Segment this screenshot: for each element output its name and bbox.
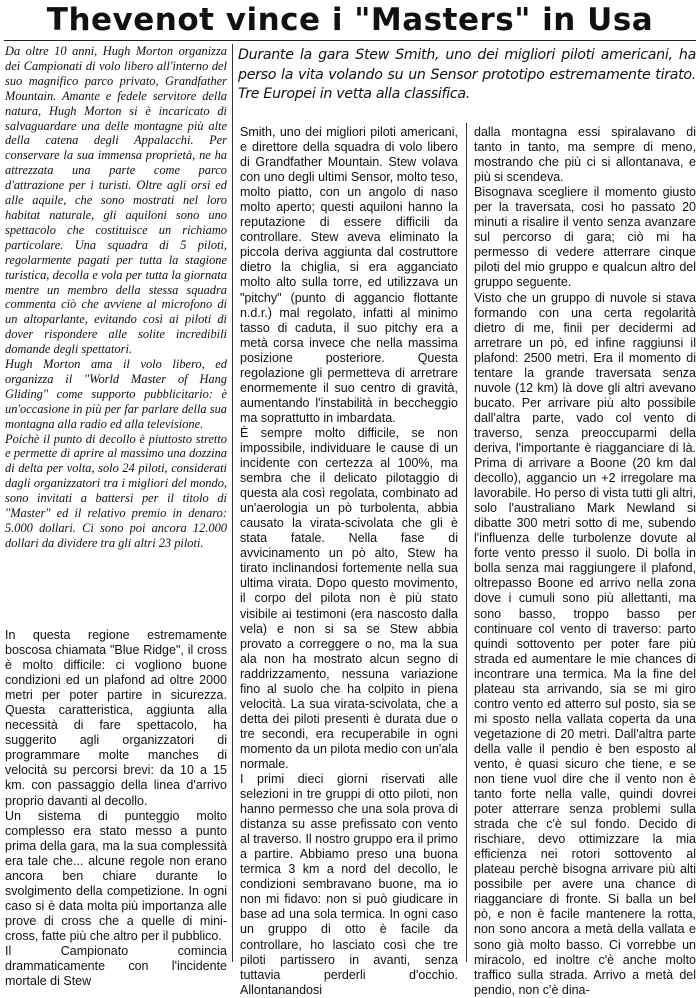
body-paragraph: dalla montagna essi spiralavano di tanto in tanto, ma sempre di meno, mostrando che più ci si allontanava, e più si scendeva. (474, 125, 696, 185)
body-paragraph: Visto che un gruppo di nuvole si stava formando con una certa regolarità dietro di me, finii per decidermi ad arretrare un pò, ed infine raggiunsi il plafond: 2500 metri. Era il momento di tentare la grande traversata senza nuvole (12 km) là dove gli altri avevano bucato. Per arrivare più alto possibile dall'altra parte, vado col vento di traverso, senza preoccuparmi della deriva, l'importante è riagganciare di là. Prima di arrivare a Boone (20 km dal decollo), aggancio un +2 irregolare ma lavorabile. Ho perso di vista tutti gli altri, solo l'australiano Mark Newland si dibatte 300 metri sotto di me, subendo l'influenza delle turbolenze dovute al forte vento presso il suolo. Di bolla in bolla senza mai raggiungere il plafond, oltrepasso Boone ed arrivo nella zona dove i cumuli sono più allettanti, ma sono basso, troppo basso per continuare col vento di traverso: parto quindi sottovento per poter fare più strada ed aumentare le mie chances di incontrare una termica. Ma la fine del plateau sta arrivando, sia se mi giro contro vento ed atterro sul posto, sia se mi sposto nella vallata coperta da una vegetazione di 20 metri. Dall'altra parte della valle il pendio è ben esposto al vento, è quasi sicuro che tiene, e se non tiene vuol dire che il vento non è tanto forte nella valle, quindi dovrei poter atterrare senza problemi sulla strada che c'è sul fondo. Decido di rischiare, devo ottimizzare la mia efficienza nei rotori sottovento al plateau perchè bisogna arrivare più alti possibile per avere una chance di riagganciare di fronte. Si balla un bel pò, e non è facile mantenere la rotta, non sono ancora a metà della vallata e sono già molto basso. Ci vorrebbe un miracolo, ed inoltre c'è anche molto traffico sulla strada. Arrivo a metà del pendio, non c'è dina- (474, 290, 696, 997)
body-paragraph: Un sistema di punteggio molto complesso era stato messo a punto prima della gara, ma la sua complessità era tale che... alcune regole non erano ancora ben chiare durante lo svolgimento della competizione. In ogni caso si è data molta più importanza alle prove di cross che a quelle di mini-cross, fatte più che altro per il pubblico. (5, 808, 227, 943)
body-paragraph: Bisognava scegliere il momento giusto per la traversata, così ho passato 20 minuti a risalire il vento senza avanzare sul percorso di gara; ciò mi ha permesso di vedere atterrare cinque piloti del mio gruppo e qualcun altro del gruppo seguente. (474, 185, 696, 290)
intro-paragraph: Poichè il punto di decollo è piuttosto stretto e permette di aprire al massimo una dozzina di delta per volta, solo 24 piloti, considerati dagli organizzatori tra i migliori del mondo, sono invitati a battersi per il titolo di "Master" ed il relativo premio in denaro: 5.000 dollari. Ci sono poi ancora 12.000 dollari da dividere tra gli altri 23 piloti. (5, 431, 227, 550)
body-column-1 (5, 628, 227, 989)
intro-paragraph: Da oltre 10 anni, Hugh Morton organizza dei Campionati di volo libero all'interno del suo magnifico parco privato, Grandfather Mountain. Amante e fedele servitore della natura, Hugh Morton si è incaricato di salvaguardare una delle montagne più alte della catena degli Appalacchi. Per conservare la sua immensa proprietà, ne ha attrezzata una parte come parco d'attrazione per i turisti. Oltre agli orsi ed alle aquile, che sono mostrati nel loro habitat naturale, gli aquiloni sono uno spettacolo che costituisce un richiamo particolare. Una squadra di 5 piloti, regolarmente pagati per tutta la stagione turistica, decolla e vola per tutta la giornata mentre un membro della stessa squadra commenta ciò che avviene al microfono di un altoparlante, evitando così ai piloti di dover rispondere alle solite incredibili domande degli spettatori. (5, 44, 227, 357)
column-divider (232, 44, 233, 962)
body-paragraph: I primi dieci giorni riservati alle selezioni in tre gruppi di otto piloti, non hanno permesso che una sola prova di distanza su asse prefissato con vento al traverso. Il nostro gruppo era il primo a partire. Abbiamo preso una buona termica 3 km a nord del decollo, le condizioni sembravano buone, ma io non mi fidavo: non si può giudicare in base ad una sola termica. In ogni caso un gruppo di otto è facile da controllare, ho lasciato così che tre piloti partissero in avanti, senza tuttavia perderli d'occhio. Allontanandosi (240, 772, 458, 997)
body-paragraph: In questa regione estremamente boscosa chiamata "Blue Ridge", il cross è molto difficile: ci vogliono buone condizioni ed un plafond ad oltre 2000 metri per poter partire in sicurezza. Questa caratteristica, aggiunta alla necessità di fare spettacolo, ha suggerito agli organizzatori di programmare molte manches di velocità su percorsi brevi: da 10 a 15 km. con passaggio della linea d'arrivo proprio davanti al decollo. (5, 628, 227, 808)
body-column-2 (240, 125, 458, 998)
column-divider (466, 123, 467, 962)
article-deck: Durante la gara Stew Smith, uno dei migliori piloti americani, ha perso la vita volando su un Sensor prototipo estremamente tirato. Tre Europei in vetta alla classifica. (238, 47, 696, 103)
body-paragraph: Il Campionato comincia drammaticamente con l'incidente mortale di Stew (5, 943, 227, 989)
body-column-3 (474, 125, 696, 998)
article-title: Thevenot vince i "Masters" in Usa (46, 2, 654, 38)
intro-column (5, 44, 227, 551)
intro-paragraph: Hugh Morton ama il volo libero, ed organizza il "World Master of Hang Gliding" come supporto pubblicitario: è un'occasione in più per far parlare della sua montagna alla radio ed alla televisione. (5, 357, 227, 431)
title-rule (4, 40, 696, 41)
body-paragraph: Smith, uno dei migliori piloti americani, e direttore della squadra di volo libero di Grandfather Mountain. Stew volava con uno degli ultimi Sensor, molto teso, molto piatto, con un angolo di naso molto aperto; questi aquiloni hanno la reputazione di essere difficili da controllare. Stew aveva eliminato la piccola deriva aggiunta dal costruttore dietro la chiglia, si era agganciato molto alto sulla torre, ed utilizzava un "pitchy" (punto di aggancio flottante n.d.r.) mal regolato, infatti al minimo tasso di caduta, il suo pitchy era a metà corsa invece che nella massima posizione posteriore. Questa regolazione gli permetteva di arretrare enormemente il suo centro di gravità, aumentando l'instabilità in beccheggio ma soprattutto in imbardata. (240, 125, 458, 425)
body-paragraph: È sempre molto difficile, se non impossibile, individuare le cause di un incidente con certezza al 100%, ma sembra che il delicato pilotaggio di questa ala così regolata, combinato ad un'aerologia un pò turbolenta, abbia causato la virata-scivolata che gli è stata fatale. Nella fase di avvicinamento un pò alto, Stew ha tirato inclinandosi fortemente nella sua ultima virata. Dopo questo movimento, il corpo del pilota non è più stato visibile ai testimoni (era nascosto dalla vela) e non si sa se Stew abbia provato a correggere o no, ma la sua ala non ha mostrato alcun segno di raddrizzamento, nessuna variazione fino al suolo che ha colpito in piena velocità. La sua virata-scivolata, che a detta dei piloti presenti è durata due o tre secondi, era recuperabile in ogni momento da un pilota medio con un'ala normale. (240, 425, 458, 771)
